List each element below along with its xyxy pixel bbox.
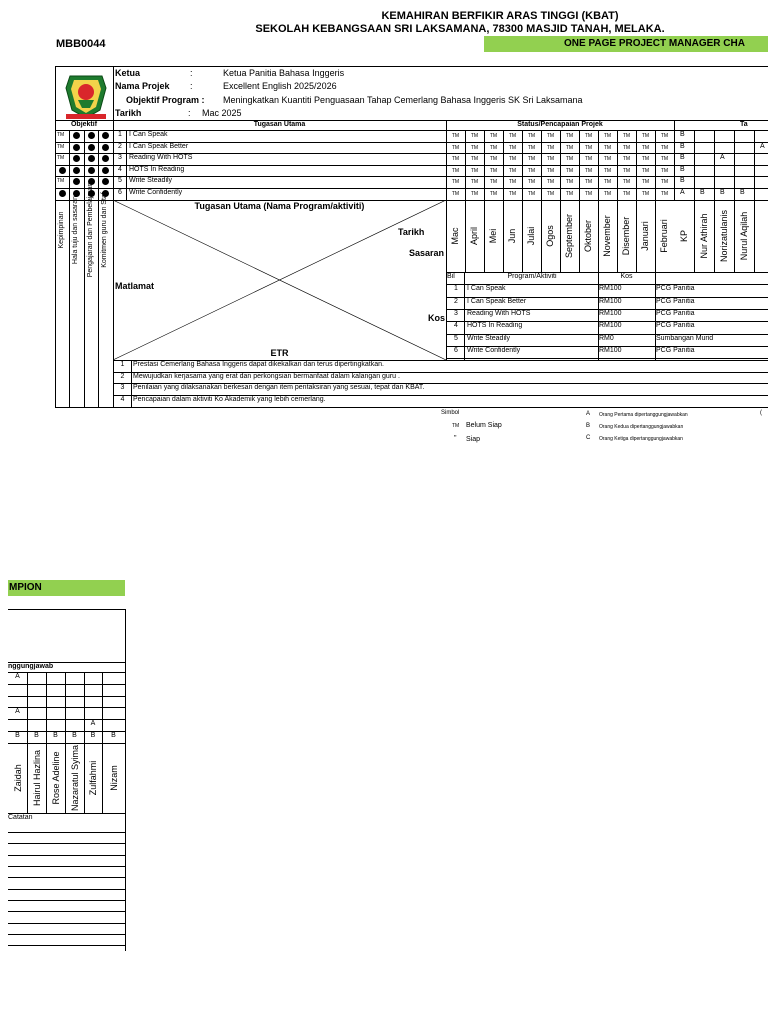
- task-number: 1: [118, 131, 122, 138]
- month-label: Mac: [450, 227, 460, 245]
- page2-row-line: [8, 684, 126, 685]
- status-cell: TM: [603, 179, 612, 186]
- etr-text: Prestasi Cemerlang Bahasa Inggeris dapat dikekalkan dan terus dipertingkatkan.: [133, 361, 384, 368]
- month-grid-line: [446, 200, 447, 272]
- status-cell: TM: [660, 179, 669, 186]
- etr-text: Pencapaian dalam aktiviti Ko Akademik yang lebih cemerlang.: [133, 396, 326, 404]
- tarikh-label: Tarikh: [115, 108, 142, 118]
- status-header: Status/Pencapaian Projek: [517, 121, 603, 128]
- status-cell: TM: [451, 144, 460, 151]
- objektif-dot: [88, 132, 95, 139]
- status-cell: TM: [508, 144, 517, 151]
- status-cell: TM: [527, 179, 536, 186]
- page2-note-line: [8, 900, 126, 901]
- page2-cell: B: [15, 732, 20, 739]
- status-cell: TM: [622, 133, 631, 139]
- page2-name: Zaidah: [12, 764, 23, 792]
- page2-name: Hairul Hazlina: [31, 749, 42, 806]
- etr-number: 1: [120, 361, 125, 368]
- kos-row-kos: RM100: [599, 285, 622, 293]
- status-cell: TM: [489, 144, 498, 151]
- status-cell: TM: [508, 167, 517, 174]
- status-cell: TM: [546, 179, 555, 186]
- page2-name: Nazaratul Syima: [69, 744, 80, 811]
- responsibility-cell: B: [680, 177, 685, 185]
- responsibility-cell: B: [680, 131, 685, 138]
- status-cell: TM: [527, 133, 536, 139]
- page2-name: Rose Adeline: [50, 751, 61, 805]
- responsibility-cell: B: [700, 189, 705, 196]
- status-cell: TM: [546, 191, 555, 197]
- kos-row-source: PCG Panitia: [656, 322, 695, 330]
- status-cell: TM: [451, 179, 460, 186]
- month-grid-line: [636, 200, 637, 272]
- page2-cell: B: [53, 732, 58, 739]
- tm-mark: TM: [57, 155, 65, 162]
- tm-mark: TM: [57, 143, 65, 150]
- status-cell: TM: [641, 191, 650, 197]
- task-name: I Can Speak: [129, 131, 168, 138]
- status-cell: TM: [622, 144, 631, 151]
- projek-label: Nama Projek: [115, 81, 170, 91]
- person-label: Nur Athirah: [699, 213, 709, 259]
- resp-grid-line: [734, 130, 735, 272]
- objektif-dot: [73, 144, 80, 151]
- document-code: MBB0044: [56, 38, 106, 50]
- objektif-column-label: Pengajaran dan Pembelajaran: [87, 182, 94, 278]
- month-grid-line: [522, 200, 523, 272]
- status-cell: TM: [565, 144, 574, 151]
- kos-row-kos: RM100: [599, 346, 622, 354]
- month-label: April: [469, 227, 479, 246]
- status-cell: TM: [660, 133, 669, 139]
- task-name: Write Steadily: [129, 177, 173, 185]
- status-grid-line: [617, 130, 618, 200]
- responsibility-cell: A: [760, 142, 765, 150]
- status-cell: TM: [641, 144, 650, 151]
- page2-cell: A: [15, 673, 20, 680]
- legend-c-text: Orang Ketiga dipertanggungjawabkan: [599, 436, 683, 442]
- legend-tm-text: Belum Siap: [466, 422, 502, 429]
- status-cell: TM: [641, 156, 650, 163]
- month-label: Februari: [659, 219, 669, 253]
- objektif-dot: [88, 167, 95, 174]
- person-label: Norizatulanis: [719, 209, 729, 263]
- month-label: Oktober: [583, 220, 593, 253]
- tarikh-value: Mac 2025: [202, 108, 242, 118]
- status-grid-line: [503, 130, 504, 200]
- etr-number-line: [131, 360, 132, 407]
- tugasan-header: Tugasan Utama: [253, 121, 306, 128]
- status-cell: TM: [546, 167, 555, 174]
- diagram-tarikh: Tarikh: [398, 227, 425, 237]
- status-cell: TM: [451, 133, 460, 139]
- responsibility-cell: B: [740, 189, 745, 196]
- school-logo: [60, 70, 112, 120]
- status-cell: TM: [451, 167, 460, 174]
- objektif-dot: [102, 167, 109, 174]
- tarikh-colon: :: [188, 108, 191, 118]
- diagram-heading: Tugasan Utama (Nama Program/aktiviti): [194, 201, 365, 211]
- status-grid-line: [598, 130, 599, 200]
- resp-grid-line: [714, 130, 715, 272]
- kos-grid-line: [655, 272, 656, 360]
- page2-banner: MPION: [8, 580, 125, 596]
- status-cell: TM: [603, 191, 612, 197]
- kos-row-program: I Can Speak Better: [467, 297, 527, 305]
- resp-grid-line: [694, 130, 695, 272]
- status-cell: TM: [527, 156, 536, 163]
- legend-a-text: Orang Pertama dipertanggungjawabkan: [599, 412, 688, 418]
- kos-grid-line: [464, 272, 465, 360]
- status-cell: TM: [565, 156, 574, 163]
- status-cell: TM: [603, 144, 612, 151]
- status-grid-line: [560, 130, 561, 200]
- ta-header: Ta: [740, 121, 748, 128]
- month-label: Januari: [640, 221, 650, 251]
- status-cell: TM: [546, 133, 555, 139]
- status-cell: TM: [622, 179, 631, 186]
- month-label: November: [602, 215, 612, 257]
- kos-header-bil: Bil: [447, 273, 455, 280]
- kos-header-kos: Kos: [620, 273, 633, 280]
- status-grid-line: [484, 130, 485, 200]
- legend-a-label: A: [586, 411, 591, 417]
- status-cell: TM: [527, 191, 536, 197]
- status-cell: TM: [508, 191, 517, 197]
- status-cell: TM: [641, 167, 650, 174]
- status-cell: TM: [584, 179, 593, 186]
- person-label: Nurul Aqilah: [739, 211, 749, 261]
- status-cell: TM: [470, 167, 479, 174]
- diagram-kos: Kos: [428, 313, 446, 323]
- task-number: 2: [118, 142, 122, 150]
- status-cell: TM: [641, 133, 650, 139]
- page2-note-line: [8, 855, 126, 856]
- status-cell: TM: [508, 179, 517, 186]
- title-line-2: SEKOLAH KEBANGSAAN SRI LAKSAMANA, 78300 MASJID TANAH, MELAKA.: [255, 23, 665, 35]
- responsibility-cell: A: [680, 189, 685, 196]
- kos-row-program: HOTS In Reading: [467, 322, 523, 330]
- status-cell: TM: [641, 179, 650, 186]
- kos-row-line: [446, 358, 768, 359]
- status-cell: TM: [508, 133, 517, 139]
- status-cell: TM: [622, 156, 631, 163]
- status-cell: TM: [565, 167, 574, 174]
- page2-note-line: [8, 945, 126, 946]
- page2-catatan: Catatan: [8, 813, 33, 821]
- page2-name: Zulfahmi: [88, 760, 98, 796]
- page2-col-line: [102, 672, 103, 813]
- objektif-column-label: Hala tuju dan sasaran: [72, 195, 79, 265]
- objektif-dot: [102, 144, 109, 151]
- page2-col-line: [46, 672, 47, 813]
- status-cell: TM: [489, 156, 498, 163]
- ketua-label: Ketua: [115, 68, 141, 78]
- kos-left-line: [446, 272, 447, 360]
- responsibility-cell: B: [680, 154, 685, 162]
- page2-row-line: [8, 696, 126, 697]
- etr-number: 4: [120, 396, 125, 404]
- chart-banner: ONE PAGE PROJECT MANAGER CHA: [484, 36, 768, 52]
- objektif-dot: [88, 155, 95, 162]
- status-cell: TM: [565, 179, 574, 186]
- kos-row-no: 3: [454, 309, 458, 317]
- responsibility-cell: B: [680, 142, 685, 150]
- objektif-column-label: Komitmen guru dan Staf: [101, 192, 108, 268]
- status-grid-line: [579, 130, 580, 200]
- kos-row-kos: RM100: [599, 297, 622, 305]
- month-label: Mei: [488, 228, 498, 244]
- month-grid-line: [598, 200, 599, 272]
- status-cell: TM: [470, 179, 479, 186]
- page2-note-line: [8, 832, 126, 833]
- projek-value: Excellent English 2025/2026: [223, 81, 337, 91]
- page2-cell: A: [90, 720, 96, 728]
- objektif-dot: [59, 167, 66, 174]
- kos-grid-line: [598, 272, 599, 360]
- kos-row-no: 2: [454, 297, 458, 305]
- diagram-sasaran: Sasaran: [409, 248, 445, 258]
- month-grid-line: [541, 200, 542, 272]
- month-label: Julai: [526, 226, 536, 246]
- status-cell: TM: [489, 179, 498, 186]
- task-number: 5: [118, 177, 122, 185]
- status-cell: TM: [451, 191, 460, 197]
- objektif-column-label: Kepimpinan: [58, 211, 65, 249]
- legend-tm-symbol: TM: [452, 423, 460, 429]
- kos-row-kos: RM100: [599, 309, 622, 317]
- month-label: Jun: [507, 228, 517, 244]
- person-label: KP: [679, 230, 689, 243]
- kos-row-program: Write Steadily: [467, 334, 511, 342]
- status-cell: TM: [546, 156, 555, 163]
- status-cell: TM: [451, 156, 460, 163]
- page2-cell: B: [90, 732, 96, 739]
- objektif-dot: [88, 144, 95, 151]
- status-cell: TM: [584, 156, 593, 163]
- month-grid-line: [484, 200, 485, 272]
- ketua-colon: :: [190, 68, 193, 78]
- etr-text: Penilaian yang dilaksanakan berkesan dengan item pentaksiran yang sesuai, tepat dan KBAT.: [133, 384, 425, 392]
- status-cell: TM: [584, 191, 593, 197]
- status-cell: TM: [470, 191, 479, 197]
- objektif-label: Objektif Program :: [126, 95, 205, 105]
- etr-number: 3: [120, 384, 125, 392]
- month-grid-line: [579, 200, 580, 272]
- objektif-dot: [102, 155, 109, 162]
- legend-b-text: Orang Kedua dipertanggungjawabkan: [599, 424, 684, 430]
- title-line-1: KEMAHIRAN BERFIKIR ARAS TINGGI (KBAT): [381, 10, 619, 22]
- page2-col-line: [27, 672, 28, 813]
- kos-row-source: PCG Panitia: [656, 346, 695, 354]
- kos-row-no: 5: [454, 334, 458, 342]
- month-grid-line: [465, 200, 466, 272]
- status-cell: TM: [660, 191, 669, 197]
- kos-row-source: Sumbangan Murid: [656, 334, 714, 342]
- status-grid-line: [636, 130, 637, 200]
- status-cell: TM: [584, 167, 593, 174]
- status-cell: TM: [546, 144, 555, 151]
- task-number: 6: [118, 189, 122, 196]
- etr-number: 2: [120, 372, 125, 380]
- legend-s-symbol: ": [454, 435, 457, 442]
- status-cell: TM: [489, 191, 498, 197]
- status-cell: TM: [470, 156, 479, 163]
- legend-simbol: Simbol: [441, 410, 460, 416]
- month-label: Ogos: [545, 225, 555, 247]
- status-cell: TM: [470, 144, 479, 151]
- status-cell: TM: [660, 156, 669, 163]
- page2-note-line: [8, 934, 126, 935]
- status-grid-line: [655, 130, 656, 200]
- task-name: I Can Speak Better: [129, 142, 189, 150]
- status-cell: TM: [527, 144, 536, 151]
- status-cell: TM: [660, 144, 669, 151]
- page2-note-line: [8, 877, 126, 878]
- projek-colon: :: [190, 81, 193, 91]
- status-cell: TM: [603, 156, 612, 163]
- page2-note-line: [8, 911, 126, 912]
- status-cell: TM: [584, 144, 593, 151]
- kos-row-kos: RM0: [599, 334, 614, 342]
- page2-cell: B: [72, 732, 77, 739]
- month-grid-line: [503, 200, 504, 272]
- page2-row-line: [8, 719, 126, 720]
- kos-row-no: 4: [454, 322, 458, 330]
- status-cell: TM: [603, 133, 612, 139]
- status-grid-line: [541, 130, 542, 200]
- diagram-etr: ETR: [270, 348, 289, 358]
- resp-grid-line: [754, 130, 755, 272]
- responsibility-cell: A: [720, 154, 725, 162]
- task-name: Write Confidently: [129, 189, 183, 196]
- status-grid-line: [465, 130, 466, 200]
- kos-header-program: Program/Aktiviti: [507, 273, 557, 280]
- objektif-dot: [73, 155, 80, 162]
- status-grid-line: [522, 130, 523, 200]
- status-cell: TM: [660, 167, 669, 174]
- task-number: 3: [118, 154, 122, 162]
- status-cell: TM: [527, 167, 536, 174]
- kos-row-kos: RM100: [599, 322, 622, 330]
- page2-note-line: [8, 889, 126, 890]
- kos-row-program: I Can Speak: [467, 285, 506, 293]
- status-cell: TM: [565, 133, 574, 139]
- status-cell: TM: [603, 167, 612, 174]
- objektif-value: Meningkatkan Kuantiti Penguasaan Tahap Cemerlang Bahasa Inggeris SK Sri Laksamana: [223, 95, 583, 105]
- legend-c-trail: (: [760, 410, 762, 416]
- page2-cell: B: [34, 732, 39, 739]
- page2-note-line: [8, 923, 126, 924]
- legend-s-text: Siap: [466, 436, 481, 443]
- objektif-dot: [73, 132, 80, 139]
- month-grid-line: [560, 200, 561, 272]
- page2-note-line: [8, 866, 126, 867]
- kos-row-program: Reading With HOTS: [467, 309, 531, 317]
- status-cell: TM: [470, 133, 479, 139]
- tm-mark: TM: [57, 132, 65, 138]
- month-label: September: [564, 213, 574, 259]
- objektif-header: Objektif: [70, 121, 98, 128]
- kos-row-program: Write Confidently: [467, 346, 521, 354]
- page2-name: Nizam: [108, 765, 119, 791]
- task-number: 4: [118, 165, 122, 173]
- kos-row-source: PCG Panitia: [656, 309, 695, 317]
- month-grid-line: [655, 200, 656, 272]
- task-name: HOTS In Reading: [129, 165, 185, 173]
- status-cell: TM: [622, 167, 631, 174]
- objektif-dot: [73, 167, 80, 174]
- status-cell: TM: [489, 167, 498, 174]
- tm-mark: TM: [57, 178, 65, 185]
- kos-row-no: 6: [454, 346, 458, 354]
- task-name: Reading With HOTS: [129, 154, 193, 162]
- ketua-value: Ketua Panitia Bahasa Inggeris: [223, 68, 345, 78]
- status-cell: TM: [565, 191, 574, 197]
- task-diagram: [113, 200, 446, 360]
- diagram-matlamat: Matlamat: [115, 281, 155, 291]
- legend-b-label: B: [586, 423, 591, 429]
- page2-note-line: [8, 843, 126, 844]
- objektif-dot: [102, 132, 109, 139]
- responsibility-cell: B: [680, 165, 685, 173]
- kos-row-source: PCG Panitia: [656, 285, 695, 293]
- page2-header: nggungjawab: [8, 663, 54, 670]
- status-cell: TM: [508, 156, 517, 163]
- kos-row-source: PCG Panitia: [656, 297, 695, 305]
- legend-c-label: C: [586, 435, 591, 441]
- month-grid-line: [617, 200, 618, 272]
- page2-cell: B: [111, 732, 116, 739]
- etr-text: Mewujudkan kerjasama yang erat dan perkongsian bermanfaat dalam kalangan guru .: [133, 372, 400, 380]
- status-cell: TM: [489, 133, 498, 139]
- status-cell: TM: [622, 191, 631, 197]
- responsibility-cell: B: [720, 189, 725, 196]
- kos-row-no: 1: [454, 285, 458, 293]
- page2-col-line: [65, 672, 66, 813]
- month-label: Disember: [621, 216, 631, 256]
- page2-cell: A: [15, 708, 20, 716]
- status-cell: TM: [584, 133, 593, 139]
- page2-col-line: [84, 672, 85, 813]
